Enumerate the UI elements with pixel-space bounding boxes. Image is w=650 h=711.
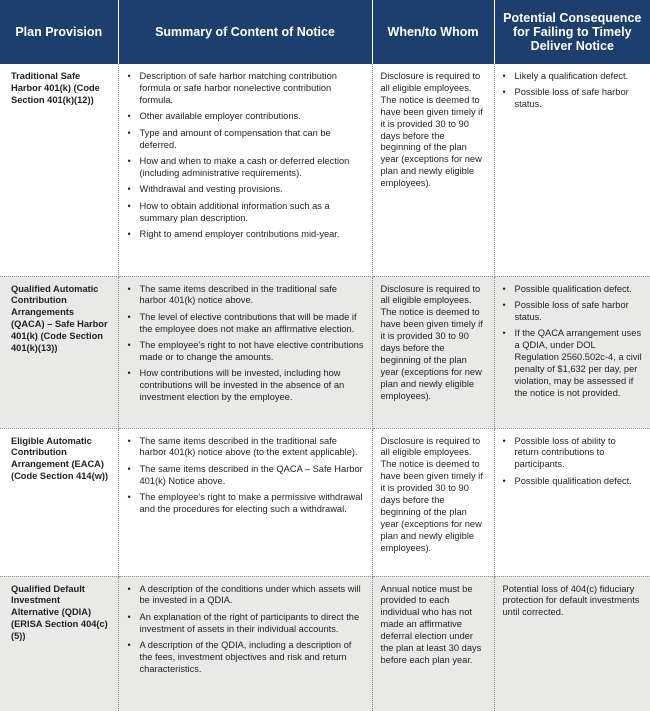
list-item: • A description of the QDIA, including a description of the fees, investment objectives and risk and return characteristics. [128,640,366,676]
consequence-list [503,436,643,488]
when-to-whom-cell: Annual notice must be provided to each individual who has not made an affirmative deferral election under the plan at least 30 days before each plan year. [372,576,494,711]
provision-cell: Eligible Automatic Contribution Arrangement (EACA) (Code Section 414(w)) [0,428,118,576]
list-item: • Withdrawal and vesting provisions. [128,184,366,196]
list-item: • If the QACA arrangement uses a QDIA, under DOL Regulation 2560.502c-4, a civil penalty of $1,632 per day, per violation, may be assessed if the notice is not provided. [503,328,643,399]
list-item: • Possible loss of safe harbor status. [503,87,643,111]
provision-cell: Qualified Automatic Contribution Arrangements (QACA) – Safe Harbor 401(k) (Code Section 401(k)(13)) [0,276,118,428]
consequence-list [503,284,643,400]
list-item: • Possible qualification defect. [503,476,643,488]
summary-list [128,71,366,241]
list-item: • Possible loss of ability to return contributions to participants. [503,436,643,472]
when-to-whom-cell: Disclosure is required to all eligible employees. The notice is deemed to have been given timely if it is provided 30 to 90 days before the beginning of the plan year (exceptions for new plan and newly eligible employees). [372,276,494,428]
list-item: • How contributions will be invested, including how contributions will be invested in the absence of an investment election by the employee. [128,368,366,404]
list-item: • Description of safe harbor matching contribution formula or safe harbor nonelective contribution formula. [128,71,366,107]
summary-list [128,584,366,676]
consequence-cell [494,576,650,711]
table-row [0,576,650,711]
list-item: • The same items described in the traditional safe harbor 401(k) notice above. [128,284,366,308]
list-item: • How and when to make a cash or deferred election (including administrative requirements). [128,156,366,180]
when-to-whom-cell: Disclosure is required to all eligible employees. The notice is deemed to have been given timely if it is provided 30 to 90 days before the beginning of the plan year (exceptions for new plan and newly eligible employees). [372,428,494,576]
list-item: • The same items described in the QACA – Safe Harbor 401(k) Notice above. [128,464,366,488]
header-potential-consequence: Potential Consequence for Failing to Timely Deliver Notice [494,0,650,64]
list-item: • The employee's right to make a permissive withdrawal and the procedures for electing such a withdrawal. [128,492,366,516]
provision-cell: Traditional Safe Harbor 401(k) (Code Section 401(k)(12)) [0,64,118,276]
list-item: • Other available employer contributions. [128,111,366,123]
header-when-to-whom: When/to Whom [372,0,494,64]
header-summary: Summary of Content of Notice [118,0,372,64]
list-item: • Type and amount of compensation that can be deferred. [128,128,366,152]
header-plan-provision: Plan Provision [0,0,118,64]
list-item: • The same items described in the traditional safe harbor 401(k) notice above (to the extent applicable). [128,436,366,460]
summary-cell [118,64,372,276]
consequence-list [503,71,643,111]
table-row [0,64,650,276]
list-item: • Right to amend employer contributions mid-year. [128,229,366,241]
consequence-cell [494,276,650,428]
list-item: • An explanation of the right of participants to direct the investment of assets in their individual accounts. [128,612,366,636]
list-item: • The level of elective contributions that will be made if the employee does not make an affirmative election. [128,312,366,336]
list-item: • The employee's right to not have elective contributions made or to change the amounts. [128,340,366,364]
consequence-text: Potential loss of 404(c) fiduciary protection for default investments until corrected. [502,583,640,618]
summary-list [128,436,366,516]
provision-cell: Qualified Default Investment Alternative (QDIA) (ERISA Section 404(c)(5)) [0,576,118,711]
table-row [0,428,650,576]
table-header [0,0,650,64]
summary-cell [118,428,372,576]
consequence-cell [494,64,650,276]
summary-cell [118,576,372,711]
summary-cell [118,276,372,428]
list-item: • Possible qualification defect. [503,284,643,296]
table-row [0,276,650,428]
list-item: • Possible loss of safe harbor status. [503,300,643,324]
when-to-whom-cell: Disclosure is required to all eligible employees. The notice is deemed to have been given timely if it is provided 30 to 90 days before the beginning of the plan year (exceptions for new plan and newly eligible employees). [372,64,494,276]
list-item: • How to obtain additional information such as a summary plan description. [128,201,366,225]
summary-list [128,284,366,405]
list-item: • A description of the conditions under which assets will be invested in a QDIA. [128,584,366,608]
consequence-cell [494,428,650,576]
list-item: • Likely a qualification defect. [503,71,643,83]
